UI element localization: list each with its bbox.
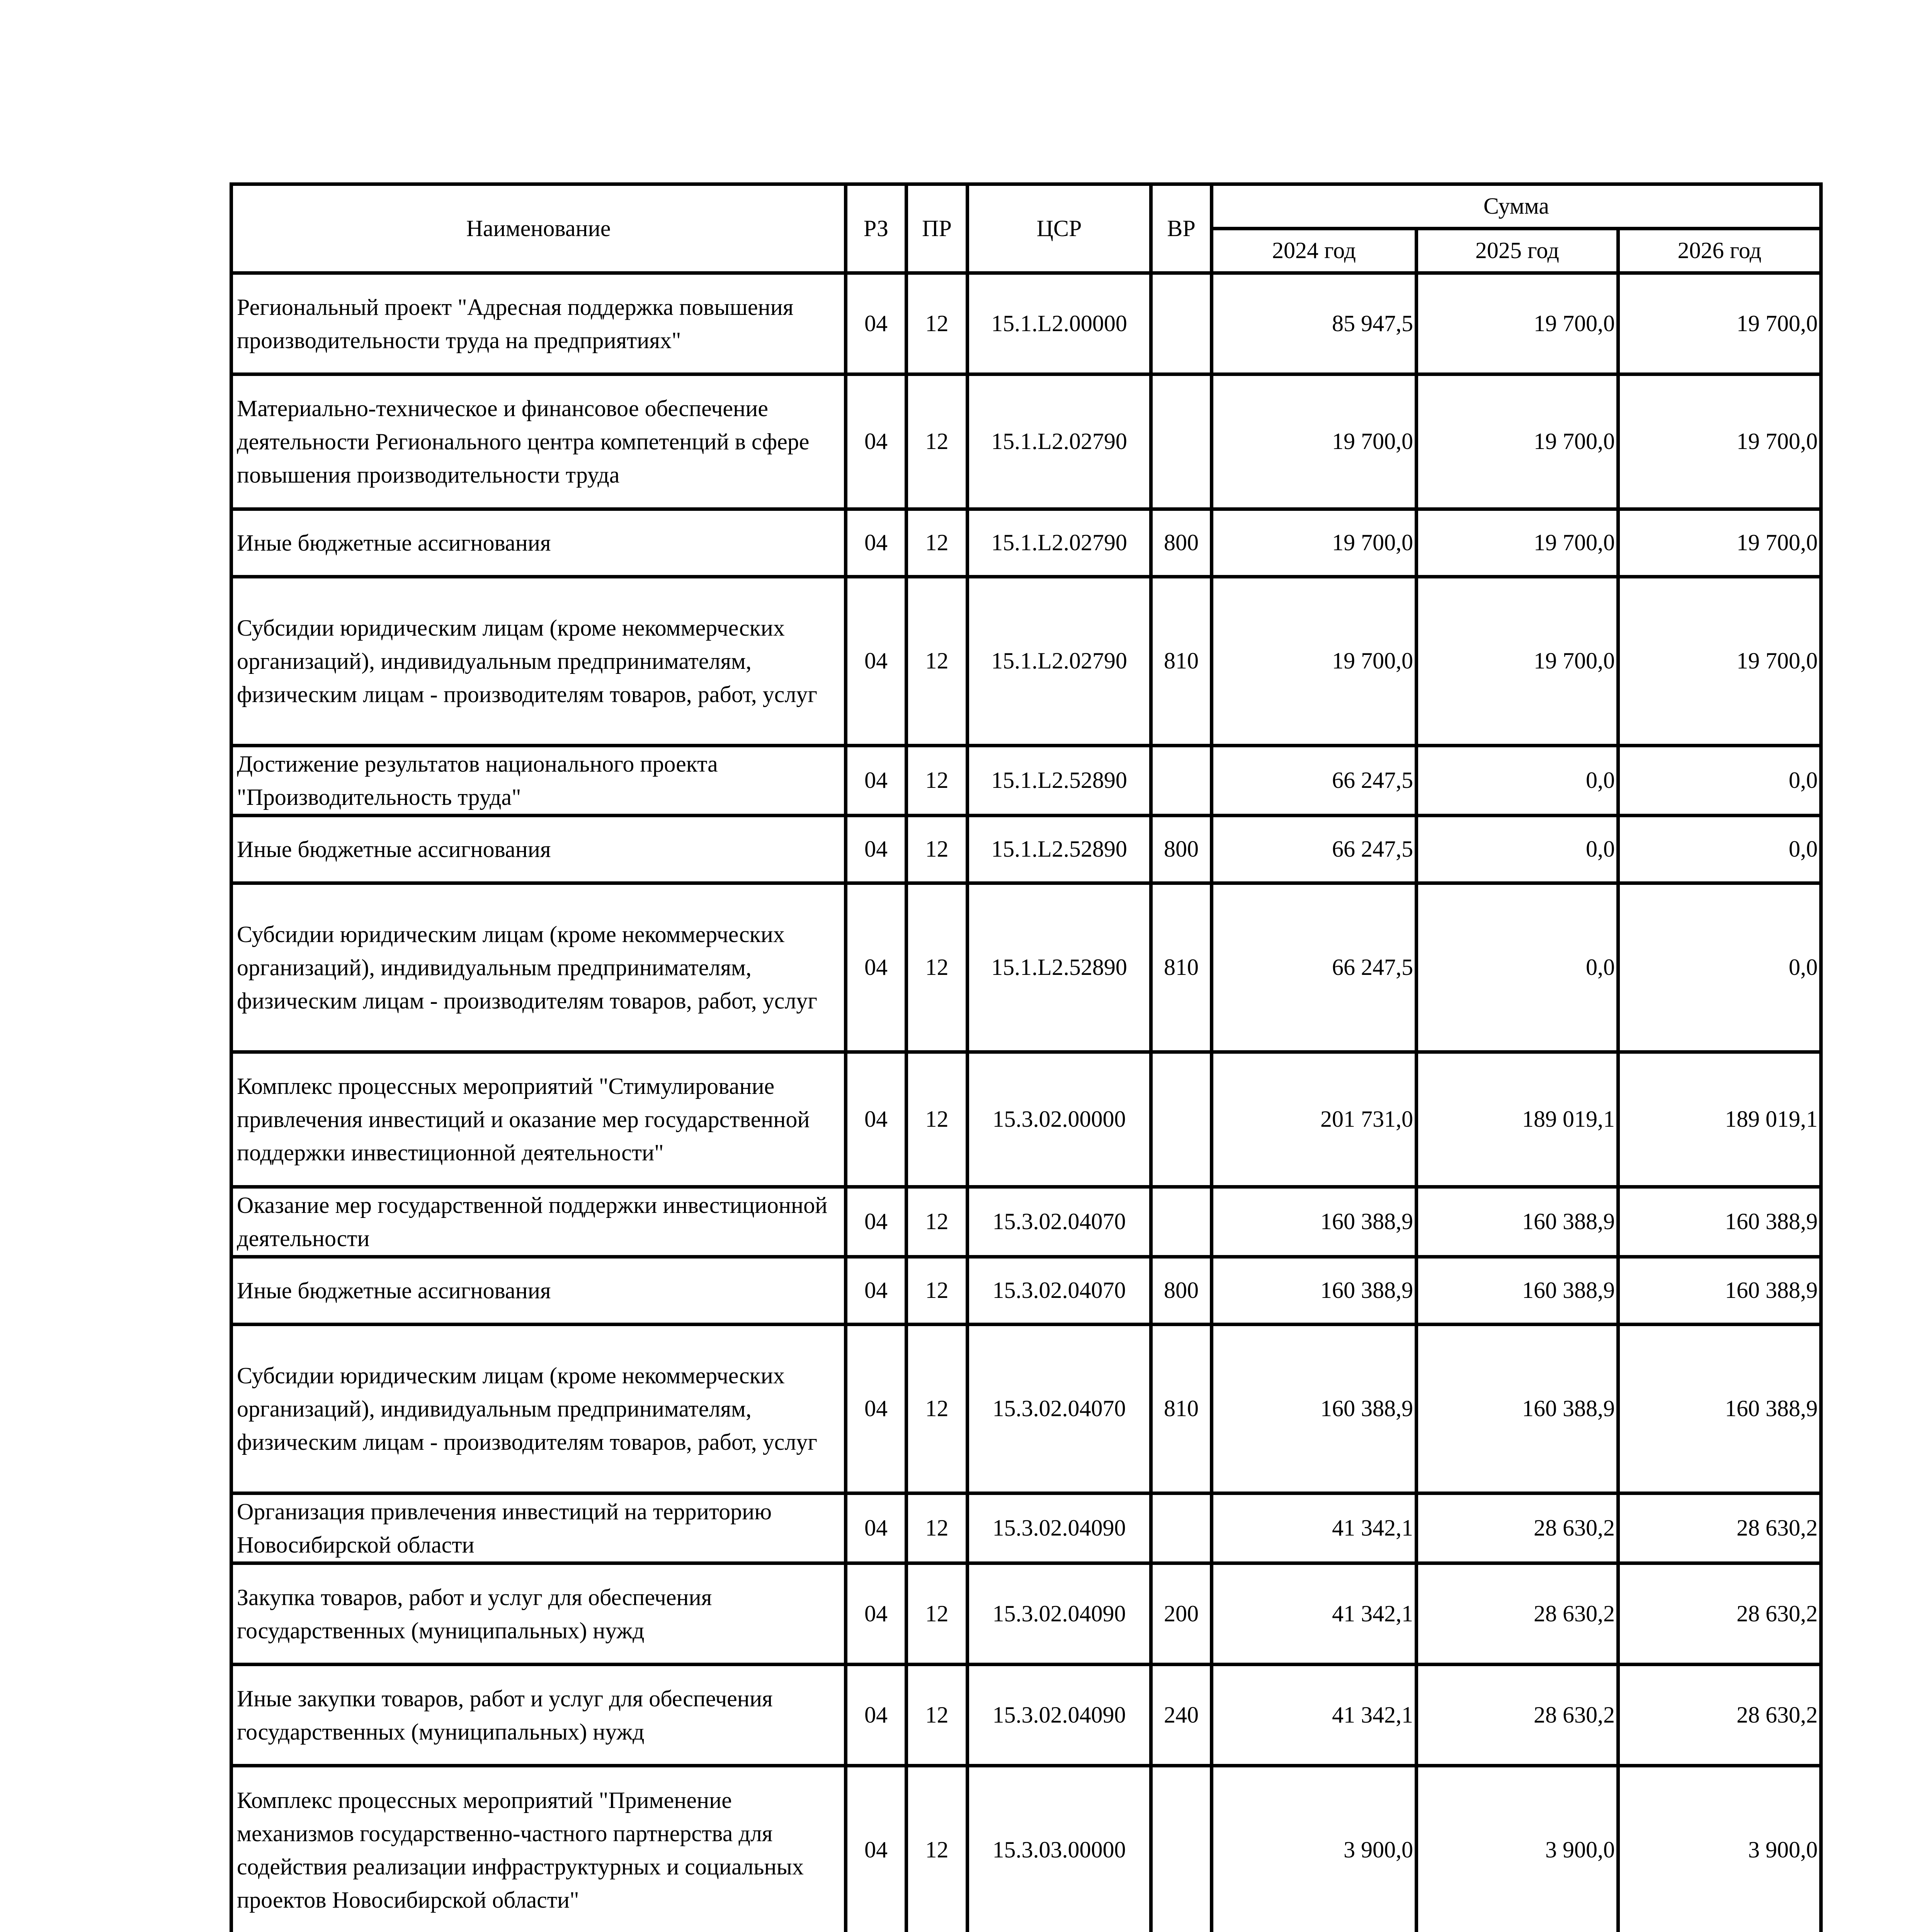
cell-rz: 04 (846, 1493, 907, 1563)
table-row (231, 816, 1821, 883)
cell-name: Оказание мер государственной поддержки инвестиционной деятельности (231, 1187, 846, 1257)
cell-csr: 15.1.L2.00000 (968, 273, 1151, 374)
cell-name: Иные бюджетные ассигнования (231, 509, 846, 577)
cell-vr: 800 (1151, 816, 1212, 883)
cell-pr: 12 (907, 1325, 968, 1493)
cell-amount-2024: 201 731,0 (1212, 1052, 1417, 1187)
table-row (231, 1187, 1821, 1257)
table-row (231, 1325, 1821, 1493)
cell-amount-2025: 0,0 (1417, 816, 1618, 883)
cell-amount-2024: 19 700,0 (1212, 509, 1417, 577)
cell-amount-2026: 160 388,9 (1618, 1325, 1821, 1493)
header-csr: ЦСР (968, 184, 1151, 273)
table-row (231, 374, 1821, 509)
cell-rz: 04 (846, 273, 907, 374)
table-row (231, 883, 1821, 1052)
cell-csr: 15.1.L2.52890 (968, 746, 1151, 816)
cell-amount-2026: 19 700,0 (1618, 577, 1821, 746)
cell-amount-2025: 28 630,2 (1417, 1493, 1618, 1563)
cell-amount-2026: 189 019,1 (1618, 1052, 1821, 1187)
cell-amount-2025: 189 019,1 (1417, 1052, 1618, 1187)
cell-amount-2024: 19 700,0 (1212, 577, 1417, 746)
cell-amount-2024: 3 900,0 (1212, 1766, 1417, 1932)
table-row (231, 1052, 1821, 1187)
cell-csr: 15.3.02.04090 (968, 1563, 1151, 1665)
header-sum: Сумма (1212, 184, 1821, 229)
cell-vr: 800 (1151, 509, 1212, 577)
cell-vr: 810 (1151, 1325, 1212, 1493)
cell-csr: 15.1.L2.52890 (968, 816, 1151, 883)
cell-amount-2024: 41 342,1 (1212, 1493, 1417, 1563)
cell-name: Иные бюджетные ассигнования (231, 816, 846, 883)
cell-amount-2026: 160 388,9 (1618, 1187, 1821, 1257)
cell-amount-2024: 41 342,1 (1212, 1665, 1417, 1766)
header-rz: РЗ (846, 184, 907, 273)
table-row (231, 1766, 1821, 1932)
cell-pr: 12 (907, 1493, 968, 1563)
cell-rz: 04 (846, 1052, 907, 1187)
cell-amount-2026: 19 700,0 (1618, 374, 1821, 509)
cell-rz: 04 (846, 1665, 907, 1766)
cell-rz: 04 (846, 1563, 907, 1665)
cell-vr (1151, 1766, 1212, 1932)
cell-amount-2024: 66 247,5 (1212, 883, 1417, 1052)
cell-csr: 15.1.L2.02790 (968, 374, 1151, 509)
cell-rz: 04 (846, 374, 907, 509)
cell-pr: 12 (907, 883, 968, 1052)
cell-name: Организация привлечения инвестиций на территорию Новосибирской области (231, 1493, 846, 1563)
cell-csr: 15.3.02.04070 (968, 1187, 1151, 1257)
cell-amount-2026: 160 388,9 (1618, 1257, 1821, 1325)
header-year-2024: 2024 год (1212, 229, 1417, 273)
cell-name: Комплекс процессных мероприятий "Стимулирование привлечения инвестиций и оказание мер государственной поддержки инвестиционной деятельности" (231, 1052, 846, 1187)
cell-pr: 12 (907, 1665, 968, 1766)
table-row (231, 1665, 1821, 1766)
cell-csr: 15.3.02.04090 (968, 1493, 1151, 1563)
table-row (231, 1257, 1821, 1325)
header-year-2026: 2026 год (1618, 229, 1821, 273)
table-row (231, 509, 1821, 577)
cell-name: Достижение результатов национального проекта "Производительность труда" (231, 746, 846, 816)
cell-name: Иные закупки товаров, работ и услуг для обеспечения государственных (муниципальных) нужд (231, 1665, 846, 1766)
cell-amount-2024: 41 342,1 (1212, 1563, 1417, 1665)
cell-amount-2026: 3 900,0 (1618, 1766, 1821, 1932)
cell-pr: 12 (907, 1187, 968, 1257)
cell-amount-2025: 19 700,0 (1417, 509, 1618, 577)
header-year-2025: 2025 год (1417, 229, 1618, 273)
cell-pr: 12 (907, 509, 968, 577)
cell-csr: 15.3.02.04090 (968, 1665, 1151, 1766)
cell-csr: 15.1.L2.52890 (968, 883, 1151, 1052)
cell-vr (1151, 374, 1212, 509)
cell-csr: 15.3.02.04070 (968, 1257, 1151, 1325)
cell-rz: 04 (846, 746, 907, 816)
cell-amount-2025: 3 900,0 (1417, 1766, 1618, 1932)
cell-amount-2026: 28 630,2 (1618, 1665, 1821, 1766)
cell-amount-2024: 66 247,5 (1212, 816, 1417, 883)
cell-amount-2025: 19 700,0 (1417, 577, 1618, 746)
cell-rz: 04 (846, 1187, 907, 1257)
cell-amount-2026: 0,0 (1618, 746, 1821, 816)
cell-pr: 12 (907, 273, 968, 374)
cell-amount-2024: 19 700,0 (1212, 374, 1417, 509)
cell-rz: 04 (846, 1766, 907, 1932)
cell-vr: 810 (1151, 577, 1212, 746)
cell-amount-2024: 160 388,9 (1212, 1187, 1417, 1257)
cell-csr: 15.3.02.04070 (968, 1325, 1151, 1493)
cell-amount-2025: 160 388,9 (1417, 1257, 1618, 1325)
cell-amount-2024: 160 388,9 (1212, 1325, 1417, 1493)
cell-amount-2025: 28 630,2 (1417, 1563, 1618, 1665)
cell-csr: 15.1.L2.02790 (968, 509, 1151, 577)
cell-amount-2024: 85 947,5 (1212, 273, 1417, 374)
cell-pr: 12 (907, 374, 968, 509)
cell-amount-2026: 28 630,2 (1618, 1493, 1821, 1563)
cell-rz: 04 (846, 1325, 907, 1493)
cell-vr: 200 (1151, 1563, 1212, 1665)
cell-name: Комплекс процессных мероприятий "Применение механизмов государственно-частного партнерства для содействия реализации инфраструктурных и социальных проектов Новосибирской области" (231, 1766, 846, 1932)
cell-vr: 810 (1151, 883, 1212, 1052)
cell-csr: 15.3.03.00000 (968, 1766, 1151, 1932)
cell-amount-2026: 28 630,2 (1618, 1563, 1821, 1665)
table-row (231, 1493, 1821, 1563)
cell-rz: 04 (846, 883, 907, 1052)
cell-amount-2026: 19 700,0 (1618, 509, 1821, 577)
header-vr: ВР (1151, 184, 1212, 273)
cell-csr: 15.1.L2.02790 (968, 577, 1151, 746)
cell-name: Субсидии юридическим лицам (кроме некоммерческих организаций), индивидуальным предпринимателям, физическим лицам - производителям товаров, работ, услуг (231, 1325, 846, 1493)
table-row (231, 273, 1821, 374)
header-name: Наименование (231, 184, 846, 273)
cell-vr (1151, 746, 1212, 816)
table-row (231, 746, 1821, 816)
cell-vr (1151, 273, 1212, 374)
cell-name: Иные бюджетные ассигнования (231, 1257, 846, 1325)
cell-pr: 12 (907, 1052, 968, 1187)
cell-pr: 12 (907, 1257, 968, 1325)
cell-vr (1151, 1052, 1212, 1187)
table-row (231, 1563, 1821, 1665)
cell-pr: 12 (907, 816, 968, 883)
header-pr: ПР (907, 184, 968, 273)
cell-pr: 12 (907, 746, 968, 816)
cell-rz: 04 (846, 816, 907, 883)
cell-amount-2024: 66 247,5 (1212, 746, 1417, 816)
cell-vr (1151, 1187, 1212, 1257)
table-row (231, 577, 1821, 746)
cell-amount-2026: 0,0 (1618, 816, 1821, 883)
cell-vr: 800 (1151, 1257, 1212, 1325)
cell-amount-2024: 160 388,9 (1212, 1257, 1417, 1325)
cell-name: Субсидии юридическим лицам (кроме некоммерческих организаций), индивидуальным предпринимателям, физическим лицам - производителям товаров, работ, услуг (231, 577, 846, 746)
cell-rz: 04 (846, 509, 907, 577)
cell-pr: 12 (907, 1766, 968, 1932)
cell-amount-2025: 19 700,0 (1417, 374, 1618, 509)
cell-amount-2025: 160 388,9 (1417, 1187, 1618, 1257)
cell-vr: 240 (1151, 1665, 1212, 1766)
cell-name: Закупка товаров, работ и услуг для обеспечения государственных (муниципальных) нужд (231, 1563, 846, 1665)
table-body (231, 184, 1821, 1932)
cell-pr: 12 (907, 577, 968, 746)
cell-name: Материально-техническое и финансовое обеспечение деятельности Регионального центра компетенций в сфере повышения производительности труда (231, 374, 846, 509)
cell-name: Региональный проект "Адресная поддержка повышения производительности труда на предприятиях" (231, 273, 846, 374)
cell-vr (1151, 1493, 1212, 1563)
cell-amount-2026: 19 700,0 (1618, 273, 1821, 374)
cell-amount-2025: 0,0 (1417, 746, 1618, 816)
cell-amount-2026: 0,0 (1618, 883, 1821, 1052)
cell-csr: 15.3.02.00000 (968, 1052, 1151, 1187)
cell-rz: 04 (846, 1257, 907, 1325)
cell-amount-2025: 160 388,9 (1417, 1325, 1618, 1493)
header-row (231, 184, 1821, 229)
cell-name: Субсидии юридическим лицам (кроме некоммерческих организаций), индивидуальным предпринимателям, физическим лицам - производителям товаров, работ, услуг (231, 883, 846, 1052)
cell-amount-2025: 19 700,0 (1417, 273, 1618, 374)
cell-pr: 12 (907, 1563, 968, 1665)
budget-table (230, 182, 1823, 1932)
cell-amount-2025: 28 630,2 (1417, 1665, 1618, 1766)
cell-amount-2025: 0,0 (1417, 883, 1618, 1052)
cell-rz: 04 (846, 577, 907, 746)
